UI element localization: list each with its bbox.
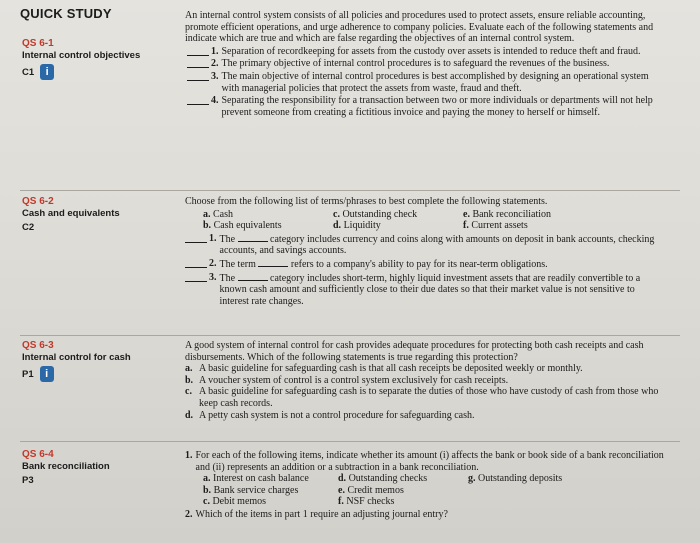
choice-option[interactable]: b. A voucher system of control is a control system exclusively for cash receipts. — [185, 374, 509, 386]
fill-in-item — [185, 272, 665, 308]
term-item: e. Credit memos — [338, 484, 404, 496]
section-divider — [20, 335, 680, 336]
item-number: 3. — [209, 271, 217, 283]
section-divider — [20, 190, 680, 191]
statement-item — [187, 58, 665, 70]
item-number: 1. — [185, 450, 193, 461]
answer-blank[interactable] — [185, 272, 207, 282]
qs-intro: An internal control system consists of all policies and procedures used to protect assets, ensure reliable accounting, promote efficient operations, and urge adherence to company policies. Evaluate each of the following statements and indicate which are true and which are false regarding the objectives of an internal control system. — [185, 10, 654, 45]
qs-title: Internal control objectives — [22, 50, 141, 61]
term-item: d. Outstanding checks — [338, 473, 428, 485]
term-list — [203, 209, 665, 232]
objective-row — [22, 64, 172, 80]
objective-row — [22, 475, 172, 486]
item-text: The category includes short-term, highly liquid investment assets that are readily convertible to a known cash amount and sufficiently close to their due dates so that their market value is not sensitive to interest rate changes. — [219, 272, 641, 307]
objective-row — [22, 366, 172, 382]
term-item — [468, 485, 638, 497]
answer-blank[interactable] — [187, 95, 209, 105]
qs-id: QS 6-4 — [22, 449, 54, 460]
section-divider — [20, 441, 680, 442]
qs-id: QS 6-3 — [22, 340, 54, 351]
objective-code: P1 — [22, 368, 34, 380]
objective-code: C2 — [22, 222, 35, 233]
inline-blank[interactable] — [258, 258, 288, 267]
item-number: 2. — [211, 58, 219, 70]
info-icon[interactable]: i — [40, 366, 54, 382]
inline-blank[interactable] — [238, 272, 268, 281]
term-item — [468, 496, 638, 508]
qs-6-3-content — [185, 340, 665, 421]
qs-title: Internal control for cash — [22, 352, 131, 363]
item-text: The primary objective of internal control procedures is to safeguard the revenues of the business. — [221, 58, 610, 70]
choice-option[interactable]: c. A basic guideline for safeguarding cash is to separate the duties of those who have custody of cash from those who keep cash records. — [185, 386, 659, 409]
objective-code: C1 — [22, 66, 35, 78]
term-item: f. Current assets — [463, 220, 528, 232]
answer-blank[interactable] — [185, 233, 207, 243]
term-item: c. Outstanding check — [333, 208, 418, 220]
question-item — [185, 450, 665, 473]
item-number: 3. — [211, 70, 219, 82]
qs-id: QS 6-2 — [22, 196, 54, 207]
item-text: Separation of recordkeeping for assets from the custody over assets is intended to reduce theft and fraud. — [221, 45, 641, 57]
term-item: a. Interest on cash balance — [203, 473, 309, 485]
qs-intro: Choose from the following list of terms/phrases to best complete the following statements. — [185, 196, 548, 207]
fill-in-item — [185, 258, 665, 271]
answer-blank[interactable] — [187, 46, 209, 56]
item-number: 1. — [209, 232, 217, 244]
statement-item — [187, 46, 665, 58]
inline-blank[interactable] — [238, 233, 268, 242]
item-text: The main objective of internal control procedures is best accomplished by designing an operational system with managerial policies that protect the assets from waste, fraud and theft. — [221, 70, 649, 94]
qs-6-2-label — [22, 196, 172, 233]
choice-list — [185, 363, 665, 421]
objective-code: P3 — [22, 475, 34, 486]
answer-blank[interactable] — [187, 58, 209, 68]
term-list — [203, 473, 665, 508]
item-text: Separating the responsibility for a transaction between two or more individuals or departments will not help prevent someone from creating a fictitious invoice and paying the money to herself or himself. — [221, 95, 653, 118]
qs-6-3-label — [22, 340, 172, 382]
question-item — [185, 509, 665, 521]
term-item: a. Cash — [203, 208, 233, 220]
qs-6-4-label — [22, 449, 172, 486]
term-item: d. Liquidity — [333, 220, 381, 232]
choice-option[interactable]: d. A petty cash system is not a control procedure for safeguarding cash. — [185, 409, 475, 421]
qs-6-1-label — [22, 38, 172, 80]
fill-in-item — [185, 233, 665, 257]
item-text: The category includes currency and coins along with amounts on deposit in bank accounts, checking accounts, and savings accounts. — [219, 233, 655, 257]
statement-item — [187, 71, 665, 94]
qs-6-2-content — [185, 196, 665, 307]
qs-6-4-content — [185, 449, 665, 521]
item-text: Which of the items in part 1 require an adjusting journal entry? — [195, 508, 448, 520]
qs-title: Cash and equivalents — [22, 208, 120, 219]
term-item: b. Bank service charges — [203, 484, 299, 496]
term-item: c. Debit memos — [203, 496, 267, 508]
info-icon[interactable]: i — [40, 64, 54, 80]
statement-item — [187, 95, 665, 118]
quick-study-title: QUICK STUDY — [20, 6, 112, 21]
qs-intro: A good system of internal control for cash provides adequate procedures for protecting both cash receipts and cash disbursements. Which of the following statements is true regarding this protection? — [185, 340, 644, 363]
item-text: The term refers to a company's ability to pay for its near-term obligations. — [219, 258, 548, 270]
item-number: 4. — [211, 95, 219, 107]
qs-id: QS 6-1 — [22, 38, 54, 49]
choice-option[interactable]: a. A basic guideline for safeguarding cash is that all cash receipts be deposited weekly or monthly. — [185, 363, 583, 375]
item-number: 1. — [211, 45, 219, 57]
term-item: e. Bank reconciliation — [463, 208, 552, 220]
qs-title: Bank reconciliation — [22, 461, 110, 472]
objective-row — [22, 222, 172, 233]
answer-blank[interactable] — [187, 71, 209, 81]
item-number: 2. — [185, 508, 193, 520]
term-item: b. Cash equivalents — [203, 220, 282, 232]
item-number: 2. — [209, 257, 217, 269]
term-item: g. Outstanding deposits — [468, 473, 563, 485]
term-item: f. NSF checks — [338, 496, 395, 508]
item-text: For each of the following items, indicate whether its amount (i) affects the bank or book side of a bank reconciliation and (ii) represents an addition or a subtraction in a bank reconciliation. — [195, 450, 664, 473]
answer-blank[interactable] — [185, 258, 207, 268]
qs-6-1-content — [185, 10, 665, 118]
